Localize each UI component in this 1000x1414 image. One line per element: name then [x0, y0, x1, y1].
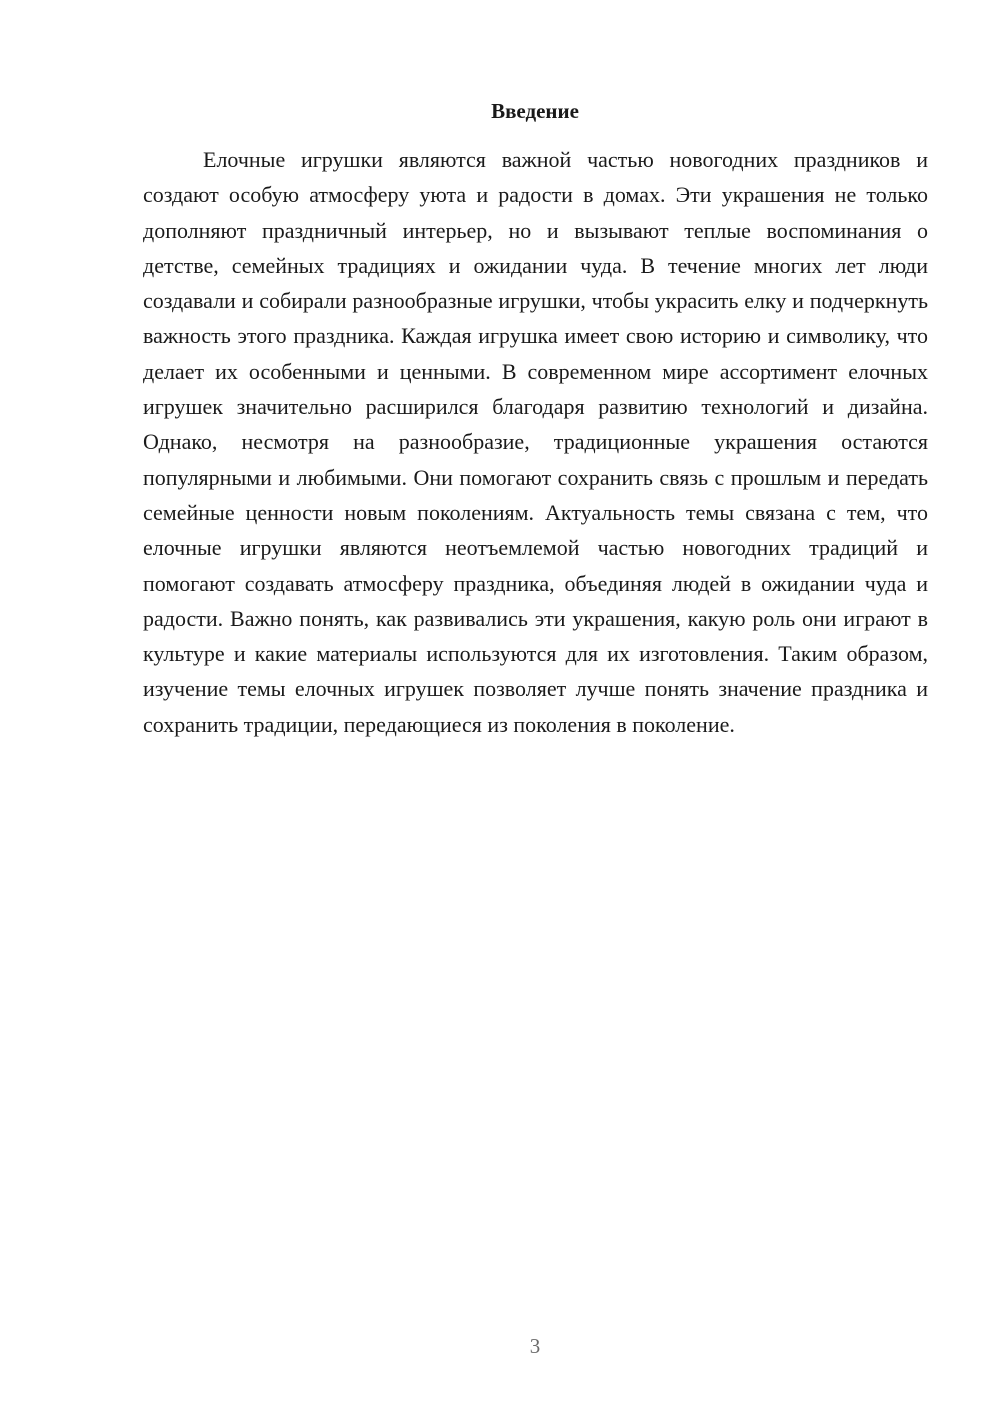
body-paragraph: Елочные игрушки являются важной частью новогодних праздников и создают особую атмосферу уюта и радости в домах. Эти украшения не только дополняют праздничный интерьер, но и вызывают теплые воспоминания о детстве, семейных традициях и ожидании чуда. В течение многих лет люди создавали и собирали разнообразные игрушки, чтобы украсить елку и подчеркнуть важность этого праздника. Каждая игрушка имеет свою историю и символику, что делает их особенными и ценными. В современном мире ассортимент елочных игрушек значительно расширился благодаря развитию технологий и дизайна. Однако, несмотря на разнообразие, традиционные украшения остаются популярными и любимыми. Они помогают сохранить связь с прошлым и передать семейные ценности новым поколениям. Актуальность темы связана с тем, что елочные игрушки являются неотъемлемой частью новогодних традиций и помогают создавать атмосферу праздника, объединяя людей в ожидании чуда и радости. Важно понять, как развивались эти украшения, какую роль они играют в культуре и какие материалы используются для их изготовления. Таким образом, изучение темы елочных игрушек позволяет лучше понять значение праздника и сохранить традиции, передающиеся из поколения в поколение.: [143, 147, 928, 737]
section-heading: Введение: [491, 99, 579, 123]
page-number: 3: [529, 1334, 541, 1358]
